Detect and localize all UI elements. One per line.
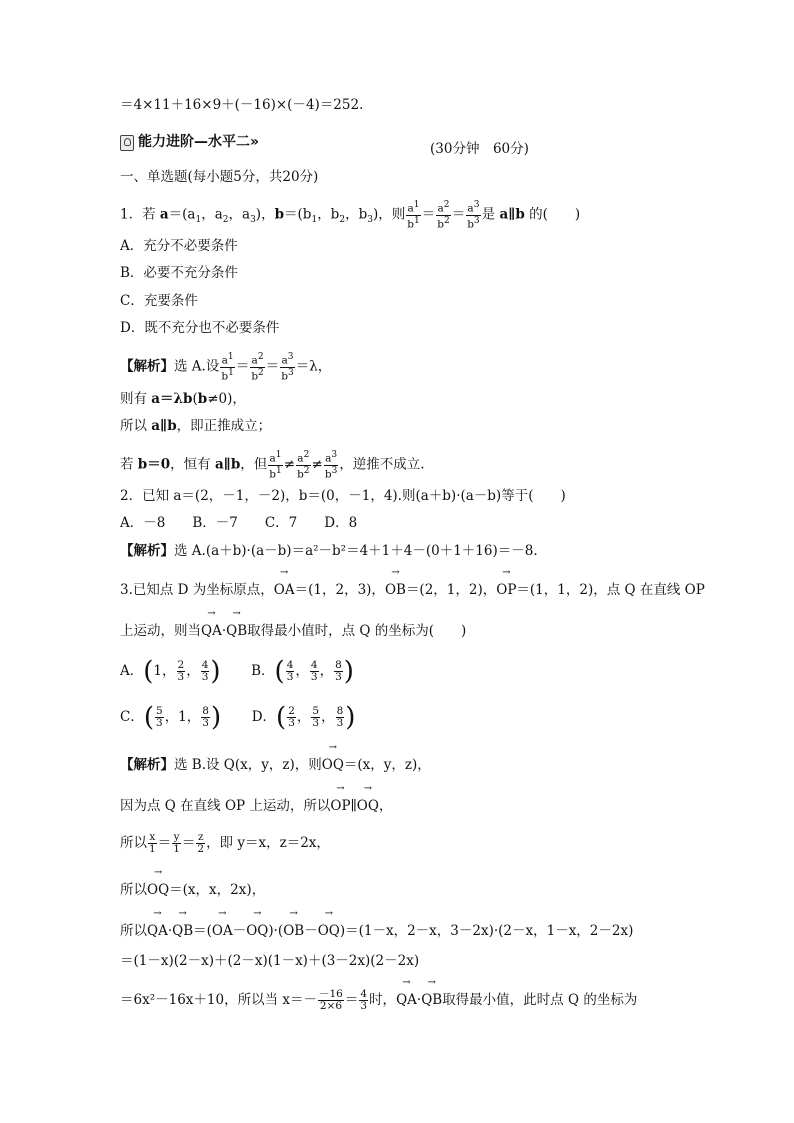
section-header [120,133,259,151]
top-equation-line: ＝4×11＋16×9＋(－16)×(－4)＝252. [120,97,364,113]
q2-stem: 2．已知 a＝(2，－1，－2)，b＝(0，－1，4).则(a＋b)·(a－b)等于( ) [120,488,566,504]
q1-option-b: B．必要不充分条件 [120,265,238,281]
q2-options: A．－8 B．－7 C．7 D．8 [120,515,358,531]
q1-solution-line1: 【解析】选 A.设 $\frac{a1}{b1}$ ＝ $\frac{a2}{b2}$ ＝ $\frac{a3}{b3}$ ＝λ， [120,352,332,382]
q3-solution-line5: 所以→ QA·→ QB＝(→ OA－→ OQ)·(→ OB－→ OQ)＝(1－x，2－x，3－2x)·(2－x，1－x，2－2x) [120,918,633,940]
q3-stem-line1: 3.已知点 D 为坐标原点，→ OA＝(1，2，3)，→ OB＝(2，1，2)，→ OP＝(1，1，2)，点 Q 在直线 OP [120,577,705,599]
q3-solution-line6: ＝(1－x)(2－x)＋(2－x)(1－x)＋(3－2x)(2－2x) [120,953,420,969]
q3-stem-line2: 上运动，则当→ QA·→ QB取得最小值时，点 Q 的坐标为( ) [120,618,466,640]
lightbulb-icon [120,135,134,151]
q3-option-c: C．( $\frac{5}{3}$ ，1， $\frac{8}{3}$ ) [120,702,222,733]
question-type-heading: 一、单选题(每小题5分，共20分) [120,169,319,185]
section-title: 能力进阶—水平二 [138,134,250,150]
q1-stem: 1．若 $a=(a_1$，$a_2$，$a_3$)，$b=(b_1$，$b_2$，$b_3$)，则 $\frac{a1}{b1}$ ＝ $\frac{a2}{b2}$ ＝ $\frac{a3}{b3}$ 是 a∥b 的( ) [120,200,581,230]
q3-option-a: A．(1， $\frac{2}{3}$ ， $\frac{4}{3}$ ) [120,656,221,687]
section-time: (30分钟 60分) [430,141,529,157]
q3-option-d: D．( $\frac{2}{3}$ ， $\frac{5}{3}$ ， $\frac{8}{3}$ ) [251,702,356,733]
q3-solution-line1: 【解析】选 B.设 Q(x，y，z)，则→ OQ＝(x，y，z)， [120,752,431,774]
q1-option-c: C．充要条件 [120,293,198,309]
q3-solution-line7: ＝6x²－16x＋10，所以当 x＝－ $\frac{-16}{2\times 6}$ ＝ $\frac{4}{3}$ 时，→ QA·→ QB取得最小值，此时点 Q 的坐标为 [120,987,637,1012]
q3-options-ab [120,656,354,687]
q1-solution-line3: 所以 a∥b，即正推成立； [120,418,272,434]
q2-solution: 【解析】选 A.(a＋b)·(a－b)＝a²－b²＝4＋1＋4－(0＋1＋16)＝－8. [120,543,538,559]
q3-option-b: B．( $\frac{4}{3}$ ， $\frac{4}{3}$ ， $\frac{8}{3}$ ) [251,656,354,687]
q3-options-cd [120,702,356,733]
q1-option-d: D．既不充分也不必要条件 [120,320,280,336]
q1-solution-line2: 则有 a＝λb(b≠0)， [120,391,246,407]
double-chevron-icon: » [250,134,260,150]
q3-solution-line4: 所以→ OQ＝(x，x，2x)， [120,877,265,899]
q3-solution-line2: 因为点 Q 在直线 OP 上运动，所以→ OP∥→ OQ， [120,793,392,815]
q1-option-a: A．充分不必要条件 [120,238,238,254]
q3-solution-line3: 所以 $\frac{x}{1}$ ＝ $\frac{y}{1}$ ＝ $\frac{z}{2}$ ，即 y＝x，z＝2x， [120,831,330,855]
q1-solution-line4: 若 b＝0，恒有 a∥b，但 $\frac{a1}{b1}$ ≠ $\frac{a2}{b2}$ ≠ $\frac{a3}{b3}$ ，逆推不成立. [120,450,425,480]
